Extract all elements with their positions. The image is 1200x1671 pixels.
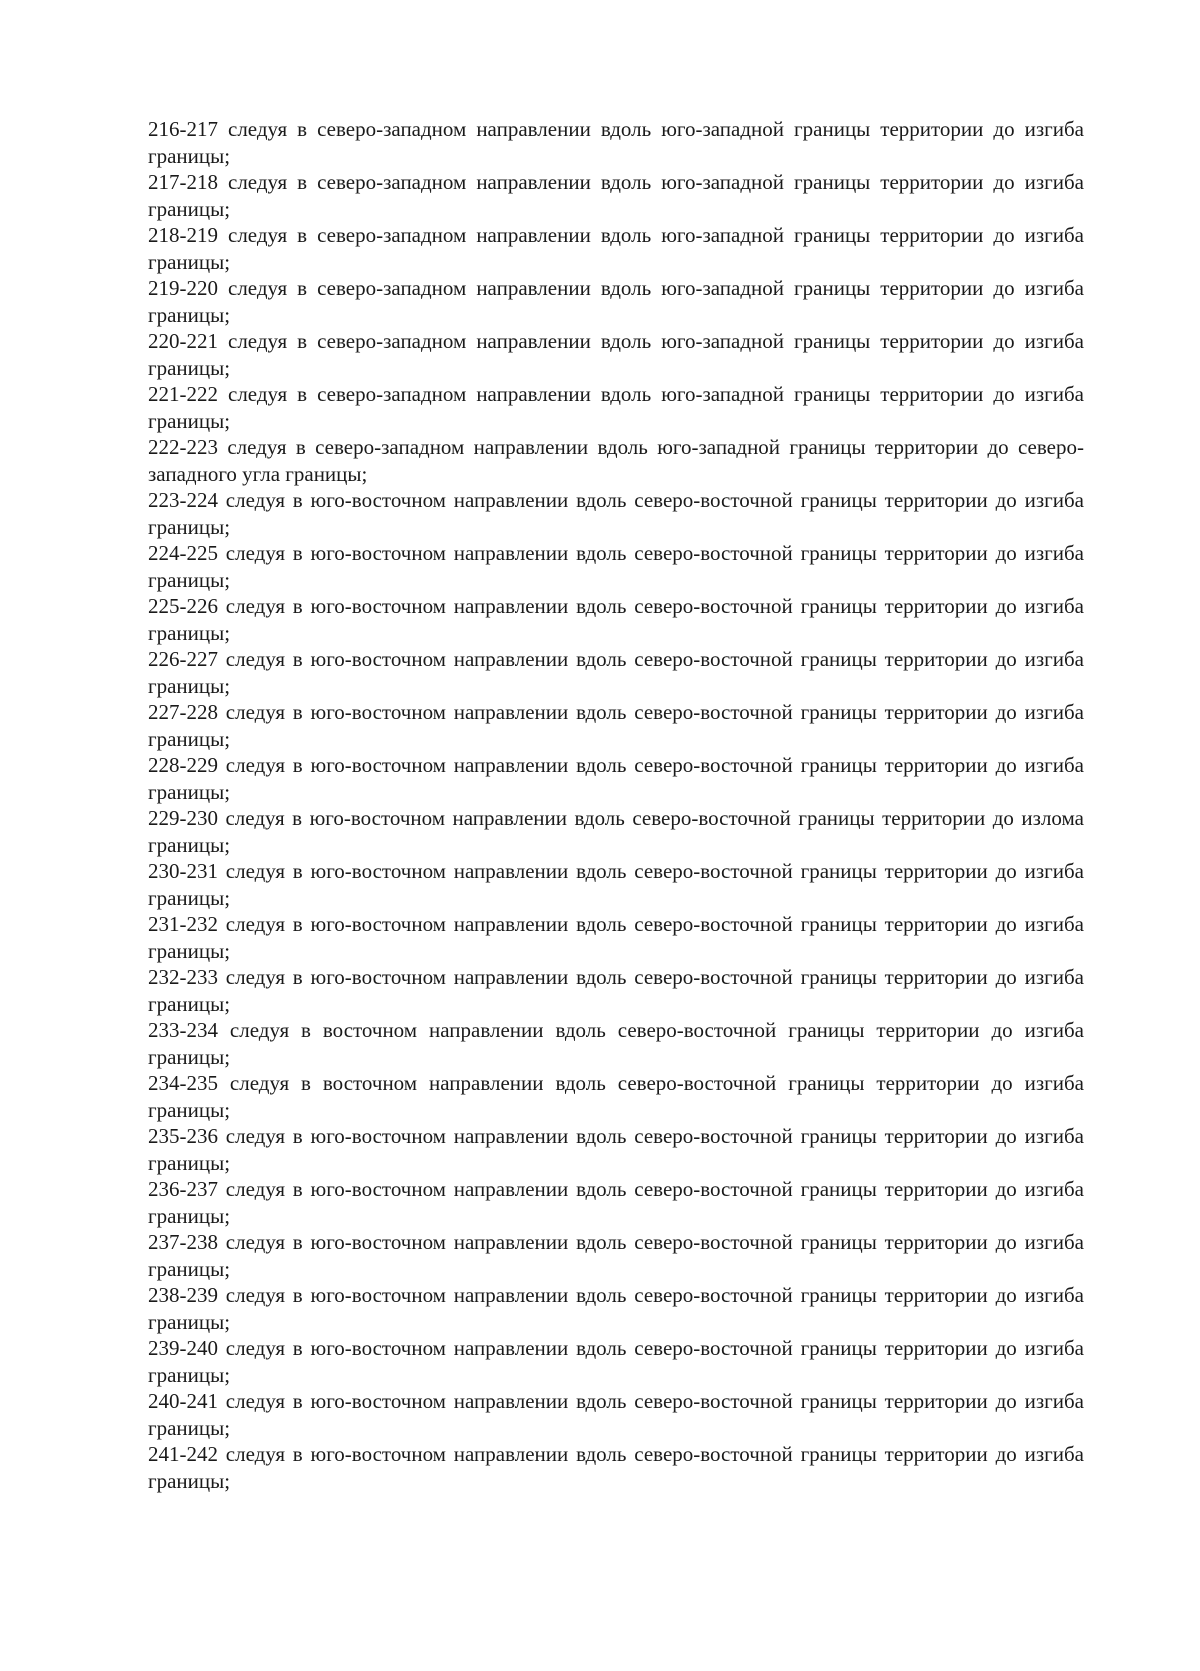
boundary-segment: 222-223 следуя в северо-западном направлении вдоль юго-западной границы территории до северо-западного угла границы; xyxy=(148,435,1084,486)
boundary-segment: 221-222 следуя в северо-западном направлении вдоль юго-западной границы территории до изгиба границы; xyxy=(148,382,1084,433)
boundary-segment: 220-221 следуя в северо-западном направлении вдоль юго-западной границы территории до изгиба границы; xyxy=(148,329,1084,380)
boundary-segment: 228-229 следуя в юго-восточном направлении вдоль северо-восточной границы территории до изгиба границы; xyxy=(148,753,1084,804)
boundary-segment: 230-231 следуя в юго-восточном направлении вдоль северо-восточной границы территории до изгиба границы; xyxy=(148,859,1084,910)
boundary-segment: 218-219 следуя в северо-западном направлении вдоль юго-западной границы территории до изгиба границы; xyxy=(148,223,1084,274)
boundary-segment: 236-237 следуя в юго-восточном направлении вдоль северо-восточной границы территории до изгиба границы; xyxy=(148,1177,1084,1228)
boundary-segment: 233-234 следуя в восточном направлении вдоль северо-восточной границы территории до изгиба границы; xyxy=(148,1018,1084,1069)
boundary-segment: 239-240 следуя в юго-восточном направлении вдоль северо-восточной границы территории до изгиба границы; xyxy=(148,1336,1084,1387)
boundary-segment: 241-242 следуя в юго-восточном направлении вдоль северо-восточной границы территории до изгиба границы; xyxy=(148,1442,1084,1493)
boundary-segment: 235-236 следуя в юго-восточном направлении вдоль северо-восточной границы территории до изгиба границы; xyxy=(148,1124,1084,1175)
boundary-description-text xyxy=(148,116,1084,1494)
boundary-segment: 224-225 следуя в юго-восточном направлении вдоль северо-восточной границы территории до изгиба границы; xyxy=(148,541,1084,592)
boundary-segment: 219-220 следуя в северо-западном направлении вдоль юго-западной границы территории до изгиба границы; xyxy=(148,276,1084,327)
boundary-segment: 231-232 следуя в юго-восточном направлении вдоль северо-восточной границы территории до изгиба границы; xyxy=(148,912,1084,963)
boundary-segment: 232-233 следуя в юго-восточном направлении вдоль северо-восточной границы территории до изгиба границы; xyxy=(148,965,1084,1016)
boundary-segment: 229-230 следуя в юго-восточном направлении вдоль северо-восточной границы территории до излома границы; xyxy=(148,806,1084,857)
boundary-segment: 234-235 следуя в восточном направлении вдоль северо-восточной границы территории до изгиба границы; xyxy=(148,1071,1084,1122)
boundary-segment: 238-239 следуя в юго-восточном направлении вдоль северо-восточной границы территории до изгиба границы; xyxy=(148,1283,1084,1334)
boundary-segment: 216-217 следуя в северо-западном направлении вдоль юго-западной границы территории до изгиба границы; xyxy=(148,117,1084,168)
boundary-segment: 237-238 следуя в юго-восточном направлении вдоль северо-восточной границы территории до изгиба границы; xyxy=(148,1230,1084,1281)
boundary-segment: 225-226 следуя в юго-восточном направлении вдоль северо-восточной границы территории до изгиба границы; xyxy=(148,594,1084,645)
boundary-segment: 227-228 следуя в юго-восточном направлении вдоль северо-восточной границы территории до изгиба границы; xyxy=(148,700,1084,751)
boundary-segment: 226-227 следуя в юго-восточном направлении вдоль северо-восточной границы территории до изгиба границы; xyxy=(148,647,1084,698)
boundary-segment: 223-224 следуя в юго-восточном направлении вдоль северо-восточной границы территории до изгиба границы; xyxy=(148,488,1084,539)
boundary-segment: 217-218 следуя в северо-западном направлении вдоль юго-западной границы территории до изгиба границы; xyxy=(148,170,1084,221)
boundary-segment: 240-241 следуя в юго-восточном направлении вдоль северо-восточной границы территории до изгиба границы; xyxy=(148,1389,1084,1440)
